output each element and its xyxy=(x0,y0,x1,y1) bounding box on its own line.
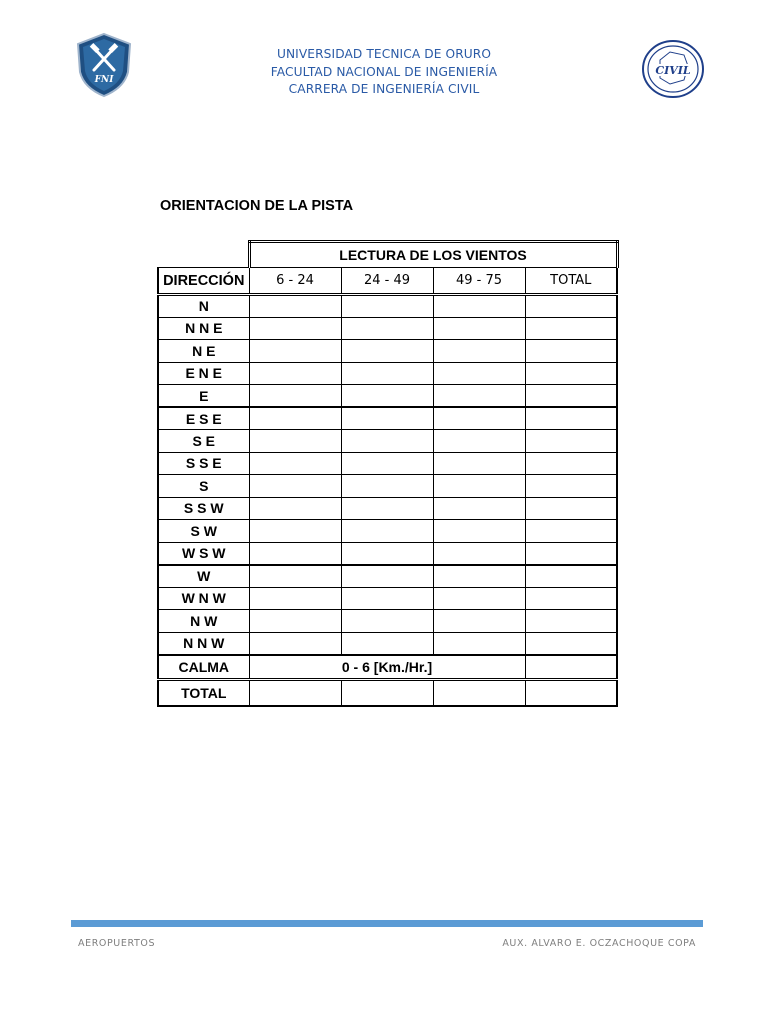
direction-cell: W xyxy=(158,565,249,588)
reading-cell[interactable] xyxy=(433,340,525,363)
career-name: CARRERA DE INGENIERÍA CIVIL xyxy=(288,82,480,96)
reading-cell[interactable] xyxy=(525,542,617,565)
wind-readings-table xyxy=(157,240,619,707)
wind-readings-group-header: LECTURA DE LOS VIENTOS xyxy=(249,242,617,268)
table-row xyxy=(158,362,617,385)
footer-bar xyxy=(71,920,703,927)
table-row xyxy=(158,452,617,475)
reading-cell[interactable] xyxy=(341,542,433,565)
total-cell[interactable] xyxy=(341,680,433,706)
total-cell[interactable] xyxy=(525,680,617,706)
reading-cell[interactable] xyxy=(249,317,341,340)
column-header-row xyxy=(158,268,617,295)
reading-cell[interactable] xyxy=(341,520,433,543)
footer-author: AUX. ALVARO E. OCZACHOQUE COPA xyxy=(502,938,696,949)
column-header-total: TOTAL xyxy=(525,268,617,295)
wind-table-body xyxy=(158,242,617,706)
table-row xyxy=(158,520,617,543)
reading-cell[interactable] xyxy=(249,385,341,408)
column-header-range-24-49: 24 - 49 xyxy=(341,268,433,295)
reading-cell[interactable] xyxy=(525,385,617,408)
reading-cell[interactable] xyxy=(433,475,525,498)
reading-cell[interactable] xyxy=(433,632,525,655)
direction-cell: N xyxy=(158,295,249,318)
reading-cell[interactable] xyxy=(249,587,341,610)
reading-cell[interactable] xyxy=(341,295,433,318)
reading-cell[interactable] xyxy=(525,295,617,318)
direction-cell: N E xyxy=(158,340,249,363)
reading-cell[interactable] xyxy=(341,475,433,498)
reading-cell[interactable] xyxy=(433,295,525,318)
table-row xyxy=(158,295,617,318)
direction-cell: N N E xyxy=(158,317,249,340)
table-row xyxy=(158,340,617,363)
reading-cell[interactable] xyxy=(341,565,433,588)
reading-cell[interactable] xyxy=(525,610,617,633)
reading-cell[interactable] xyxy=(341,497,433,520)
direction-cell: W N W xyxy=(158,587,249,610)
direction-cell: S E xyxy=(158,430,249,453)
direction-cell: S W xyxy=(158,520,249,543)
reading-cell[interactable] xyxy=(249,610,341,633)
reading-cell[interactable] xyxy=(433,452,525,475)
direction-cell: E xyxy=(158,385,249,408)
reading-cell[interactable] xyxy=(341,362,433,385)
table-row xyxy=(158,587,617,610)
calma-total-cell[interactable] xyxy=(525,655,617,680)
total-label: TOTAL xyxy=(158,680,249,706)
reading-cell[interactable] xyxy=(433,317,525,340)
table-row xyxy=(158,610,617,633)
total-row xyxy=(158,680,617,706)
direction-cell: S xyxy=(158,475,249,498)
group-header-row xyxy=(158,242,617,268)
reading-cell[interactable] xyxy=(341,340,433,363)
reading-cell[interactable] xyxy=(525,475,617,498)
reading-cell[interactable] xyxy=(525,565,617,588)
reading-cell[interactable] xyxy=(525,362,617,385)
table-row xyxy=(158,542,617,565)
calma-row xyxy=(158,655,617,680)
reading-cell[interactable] xyxy=(341,632,433,655)
calma-range-value: 0 - 6 [Km./Hr.] xyxy=(249,655,525,680)
table-row xyxy=(158,407,617,430)
direction-cell: E N E xyxy=(158,362,249,385)
reading-cell[interactable] xyxy=(341,430,433,453)
reading-cell[interactable] xyxy=(341,452,433,475)
reading-cell[interactable] xyxy=(341,317,433,340)
reading-cell[interactable] xyxy=(341,610,433,633)
total-cell[interactable] xyxy=(433,680,525,706)
reading-cell[interactable] xyxy=(433,362,525,385)
faculty-name: FACULTAD NACIONAL DE INGENIERÍA xyxy=(270,64,498,79)
reading-cell[interactable] xyxy=(249,632,341,655)
reading-cell[interactable] xyxy=(525,632,617,655)
reading-cell[interactable] xyxy=(433,565,525,588)
reading-cell[interactable] xyxy=(249,520,341,543)
reading-cell[interactable] xyxy=(249,340,341,363)
table-row xyxy=(158,475,617,498)
direction-cell: N N W xyxy=(158,632,249,655)
calma-label: CALMA xyxy=(158,655,249,680)
reading-cell[interactable] xyxy=(249,542,341,565)
direction-cell: N W xyxy=(158,610,249,633)
reading-cell[interactable] xyxy=(525,520,617,543)
section-title: ORIENTACION DE LA PISTA xyxy=(160,198,354,214)
reading-cell[interactable] xyxy=(249,475,341,498)
reading-cell[interactable] xyxy=(249,430,341,453)
reading-cell[interactable] xyxy=(249,452,341,475)
fni-logo-text: FNI xyxy=(94,75,114,85)
table-row xyxy=(158,430,617,453)
reading-cell[interactable] xyxy=(249,565,341,588)
university-name: UNIVERSIDAD TECNICA DE ORURO xyxy=(276,47,492,61)
table-row xyxy=(158,497,617,520)
reading-cell[interactable] xyxy=(341,587,433,610)
reading-cell[interactable] xyxy=(525,497,617,520)
reading-cell[interactable] xyxy=(249,407,341,430)
reading-cell[interactable] xyxy=(525,317,617,340)
reading-cell[interactable] xyxy=(249,497,341,520)
direction-cell: S S W xyxy=(158,497,249,520)
reading-cell[interactable] xyxy=(433,497,525,520)
reading-cell[interactable] xyxy=(249,362,341,385)
reading-cell[interactable] xyxy=(433,520,525,543)
reading-cell[interactable] xyxy=(525,452,617,475)
reading-cell[interactable] xyxy=(433,587,525,610)
empty-corner-cell xyxy=(158,242,249,268)
reading-cell[interactable] xyxy=(433,610,525,633)
column-header-range-6-24: 6 - 24 xyxy=(249,268,341,295)
reading-cell[interactable] xyxy=(433,385,525,408)
reading-cell[interactable] xyxy=(525,430,617,453)
reading-cell[interactable] xyxy=(341,407,433,430)
civil-seal-logo xyxy=(640,38,706,100)
reading-cell[interactable] xyxy=(525,407,617,430)
table-row xyxy=(158,632,617,655)
direction-cell: S S E xyxy=(158,452,249,475)
reading-cell[interactable] xyxy=(525,340,617,363)
table-row xyxy=(158,385,617,408)
reading-cell[interactable] xyxy=(433,542,525,565)
reading-cell[interactable] xyxy=(433,430,525,453)
direction-cell: E S E xyxy=(158,407,249,430)
column-header-direction: DIRECCIÓN xyxy=(158,268,249,295)
reading-cell[interactable] xyxy=(249,295,341,318)
table-row xyxy=(158,317,617,340)
reading-cell[interactable] xyxy=(433,407,525,430)
table-row xyxy=(158,565,617,588)
reading-cell[interactable] xyxy=(525,587,617,610)
civil-logo-text: CIVIL xyxy=(655,64,691,77)
reading-cell[interactable] xyxy=(341,385,433,408)
direction-cell: W S W xyxy=(158,542,249,565)
footer-course-name: AEROPUERTOS xyxy=(78,938,156,949)
total-cell[interactable] xyxy=(249,680,341,706)
column-header-range-49-75: 49 - 75 xyxy=(433,268,525,295)
